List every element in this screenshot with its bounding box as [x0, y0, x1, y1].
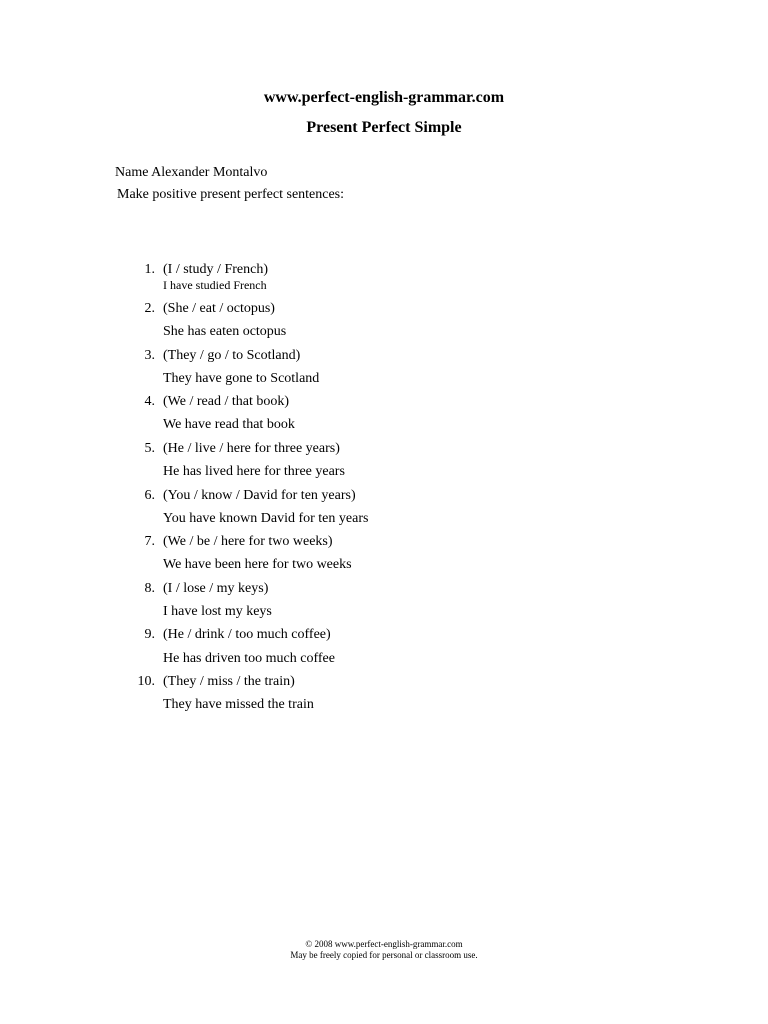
exercise-prompt: (They / miss / the train): [163, 674, 295, 689]
exercise-prompt: (They / go / to Scotland): [163, 348, 301, 363]
exercise-number: 5.: [144, 441, 155, 456]
exercise-answer: I have studied French: [163, 278, 267, 292]
exercise-answer: You have known David for ten years: [163, 511, 369, 526]
exercise-number: 10.: [137, 674, 155, 689]
exercise-number: 7.: [144, 534, 155, 549]
page-footer: [0, 939, 768, 961]
exercise-answer: They have gone to Scotland: [163, 371, 320, 386]
exercise-answer: He has lived here for three years: [163, 464, 345, 479]
exercise-answer: She has eaten octopus: [163, 324, 287, 339]
exercise-answer: We have read that book: [163, 417, 295, 432]
student-name-line: Name Alexander Montalvo: [115, 165, 268, 180]
exercise-prompt: (I / study / French): [163, 262, 268, 277]
exercise-prompt: (She / eat / octopus): [163, 301, 275, 316]
exercise-prompt: (He / live / here for three years): [163, 441, 340, 456]
exercise-answer: They have missed the train: [163, 697, 314, 712]
exercise-prompt: (We / read / that book): [163, 394, 289, 409]
exercise-answer: I have lost my keys: [163, 604, 272, 619]
exercise-answer: He has driven too much coffee: [163, 651, 335, 666]
exercise-number: 4.: [144, 394, 155, 409]
exercise-number: 6.: [144, 488, 155, 503]
exercise-number: 8.: [144, 581, 155, 596]
exercise-answer: We have been here for two weeks: [163, 557, 352, 572]
exercise-prompt: (We / be / here for two weeks): [163, 534, 333, 549]
site-title: www.perfect-english-grammar.com: [263, 89, 505, 106]
exercise-number: 9.: [144, 627, 155, 642]
exercise-prompt: (I / lose / my keys): [163, 581, 269, 596]
copyright-line: © 2008 www.perfect-english-grammar.com: [305, 939, 463, 949]
exercise-number: 3.: [144, 348, 155, 363]
exercise-number: 2.: [144, 301, 155, 316]
exercise-instruction: Make positive present perfect sentences:: [117, 187, 345, 202]
permission-line: May be freely copied for personal or classroom use.: [290, 950, 478, 960]
page-title: Present Perfect Simple: [306, 119, 462, 136]
exercise-prompt: (You / know / David for ten years): [163, 488, 356, 503]
exercise-prompt: (He / drink / too much coffee): [163, 627, 331, 642]
exercise-number: 1.: [144, 262, 155, 277]
